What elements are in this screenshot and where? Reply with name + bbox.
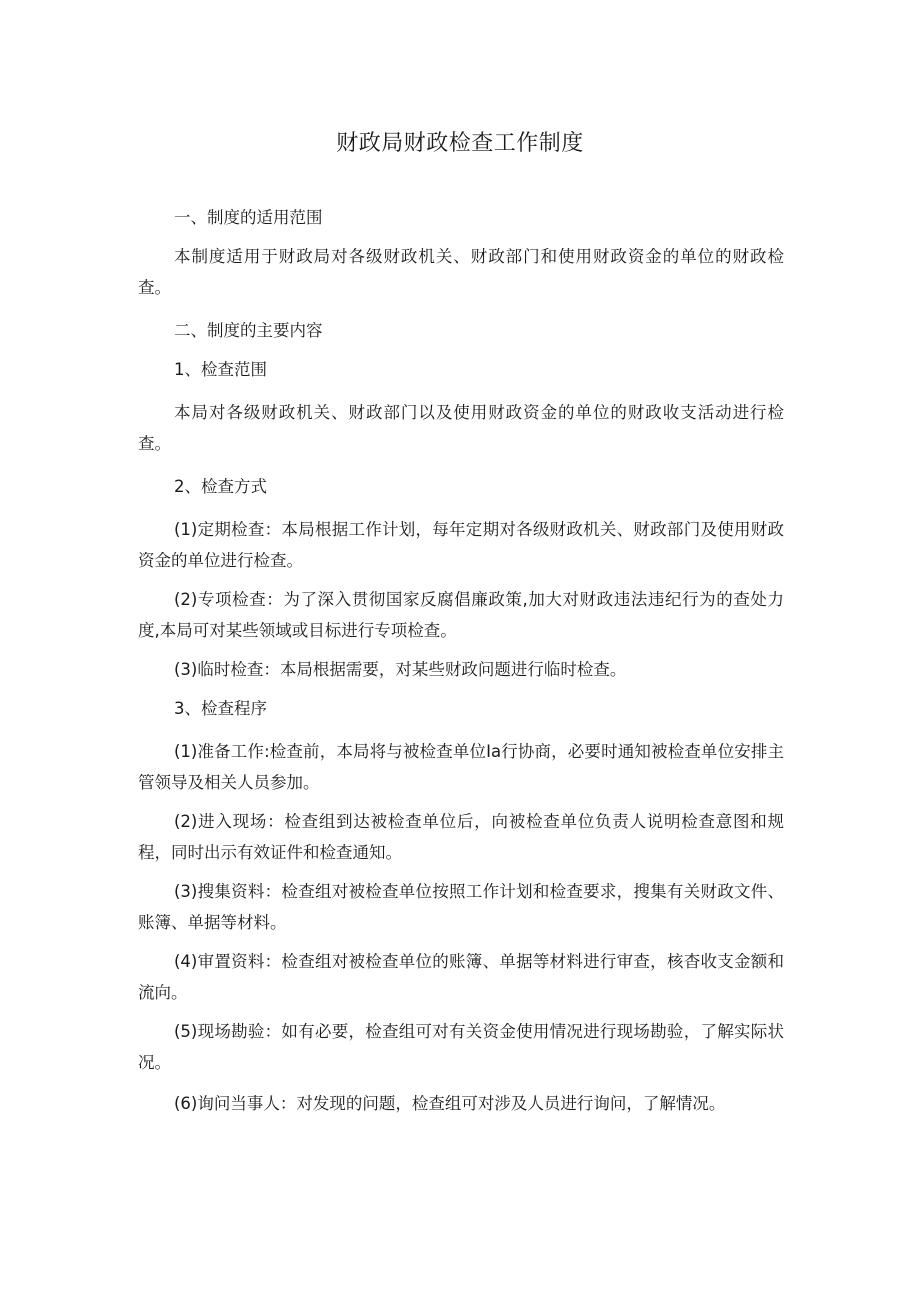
- list-item-inquiry: (6)询问当事人：对发现的问题，检查组可对涉及人员进行询问，了解情况。: [174, 1094, 726, 1113]
- document-title: 财政局财政检查工作制度: [336, 131, 584, 156]
- list-item-review-materials: (4)审置资料：检查组对被检查单位的账簿、单据等材料进行审查，核杳收支金额和流向。: [138, 952, 784, 1002]
- section-heading-scope: 一、制度的适用范围: [174, 208, 323, 227]
- list-item-preparation: (1)准备工作:检查前，本局将与被检查单位Ia行协商，必要时通知被检查单位安排主管领导及相关人员参加。: [138, 742, 784, 792]
- subheading-check-method: 2、检查方式: [174, 477, 267, 496]
- subheading-check-procedure: 3、检查程序: [174, 699, 267, 718]
- list-item-enter-site: (2)进入现场：检查组到达被检查单位后，向被检查单位负责人说明检查意图和规程，同时出示有效证件和检查通知。: [138, 812, 784, 862]
- paragraph-check-scope: 本局对各级财政机关、财政部门以及使用财政资金的单位的财政收支活动进行检查。: [138, 403, 784, 453]
- list-item-collect-materials: (3)搜集资料：检查组对被检查单位按照工作计划和检查要求，搜集有关财政文件、账簿、单据等材料。: [138, 882, 784, 932]
- list-item-special-check: (2)专项检查：为了深入贯彻国家反腐倡廉政策,加大对财政违法违纪行为的查处力度,本局可对某些领域或目标进行专项检查。: [138, 590, 784, 640]
- document-body: [138, 202, 784, 1119]
- list-item-periodic-check: (1)定期检查：本局根据工作计划，每年定期对各级财政机关、财政部门及使用财政资金的单位进行检查。: [138, 520, 784, 570]
- section-heading-content: 二、制度的主要内容: [174, 321, 323, 340]
- list-item-site-inspection: (5)现场勘验：如有必要，检查组可对有关资金使用情况进行现场勘验，了解实际状况。: [138, 1022, 784, 1072]
- subheading-check-scope: 1、检查范围: [174, 360, 267, 379]
- paragraph-scope: 本制度适用于财政局对各级财政机关、财政部门和使用财政资金的单位的财政检查。: [138, 247, 784, 297]
- list-item-temporary-check: (3)临时检查：本局根据需要，对某些财政问题进行临时检查。: [174, 660, 627, 679]
